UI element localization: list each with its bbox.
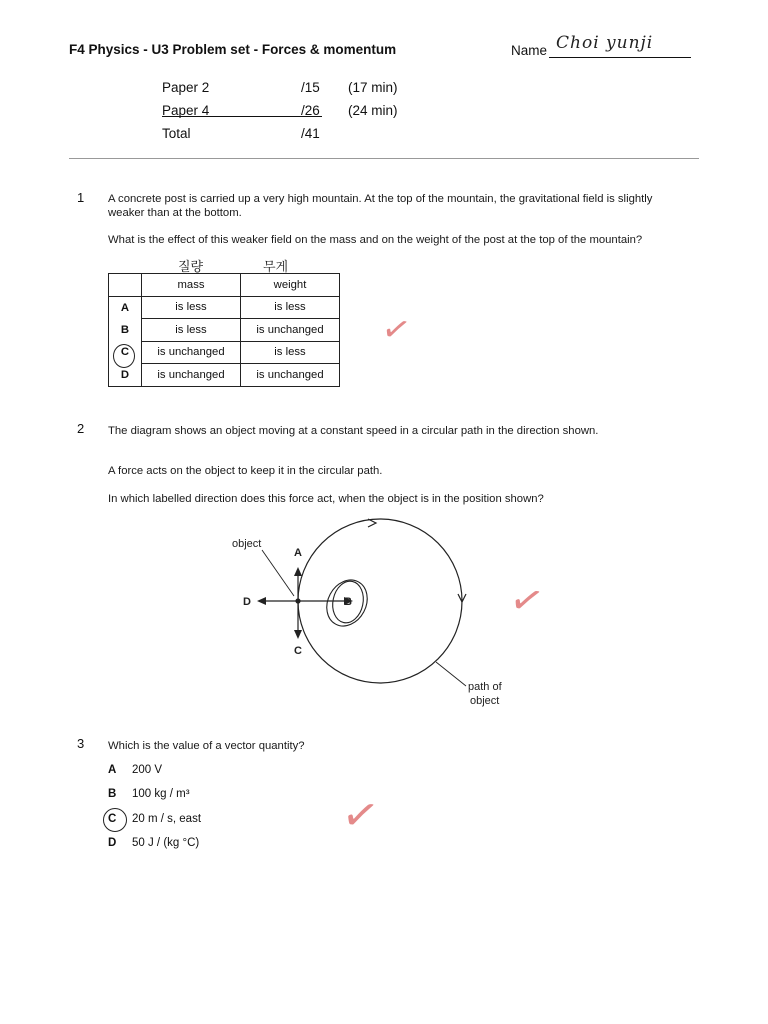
q1-row-letter: B <box>109 319 142 342</box>
q3-option-text: 200 V <box>132 764 163 776</box>
q1-header-weight: weight <box>241 274 340 297</box>
q3-number: 3 <box>77 736 85 751</box>
q1-row-a <box>109 296 340 319</box>
q3-option-text: 20 m / s, east <box>132 813 202 825</box>
q1-row-mass: is unchanged <box>142 341 241 364</box>
score-label-total: Total <box>162 126 191 141</box>
label-a: A <box>294 547 302 559</box>
q3-option-letter: C <box>108 813 117 825</box>
path-direction-arrow-icon <box>368 519 376 527</box>
q1-row-letter: D <box>109 364 142 387</box>
q3-option-text: 50 J / (kg °C) <box>132 837 200 849</box>
q3-check-mark-icon: ✓ <box>337 787 384 844</box>
q1-text-1: A concrete post is carried up a very high mountain. At the top of the mountain, the gravitational field is slightly weaker than at the bottom. <box>108 193 653 219</box>
q2-number: 2 <box>77 421 85 436</box>
q1-header-mass: mass <box>142 274 241 297</box>
score-label-paper2: Paper 2 <box>162 80 210 95</box>
q3-answer-circle <box>103 808 127 832</box>
q2-text-3: In which labelled direction does this force act, when the object is in the position shown? <box>108 493 544 505</box>
q1-row-c <box>109 341 340 364</box>
q1-row-weight: is less <box>241 341 340 364</box>
name-label: Name <box>511 43 548 58</box>
q1-text-2: What is the effect of this weaker field on the mass and on the weight of the post at the top of the mountain? <box>108 234 643 246</box>
q1-row-weight: is unchanged <box>241 319 340 342</box>
label-c: C <box>294 645 302 657</box>
q1-row-b <box>109 319 340 342</box>
score-label-paper4: Paper 4 <box>162 103 210 118</box>
score-time-paper2: (17 min) <box>348 80 398 95</box>
q1-handwriting-mass: 질량 <box>178 260 204 275</box>
path-label-line1: path of <box>468 681 502 693</box>
score-value-paper2: /15 <box>301 80 320 95</box>
score-value-paper4: /26 <box>301 103 320 118</box>
object-label: object <box>232 538 262 550</box>
q1-row-mass: is less <box>142 296 241 319</box>
object-pointer-line <box>262 550 294 596</box>
q1-row-mass: is less <box>142 319 241 342</box>
q1-answer-circle <box>113 344 135 368</box>
q1-row-letter: A <box>109 296 142 319</box>
q1-table-header-row <box>109 274 340 297</box>
q1-row-weight: is unchanged <box>241 364 340 387</box>
q1-row-weight: is less <box>241 296 340 319</box>
score-divider <box>162 116 322 117</box>
name-underline <box>549 57 691 58</box>
q2-circular-motion-diagram <box>220 510 530 720</box>
arrow-up-icon <box>294 567 302 576</box>
path-pointer-line <box>436 662 466 686</box>
page-title: F4 Physics - U3 Problem set - Forces & momentum <box>69 42 397 57</box>
label-b: B <box>344 596 352 608</box>
q2-check-mark-icon: ✓ <box>504 574 549 628</box>
q1-table-corner <box>109 274 142 297</box>
q1-answer-table <box>108 273 340 387</box>
q1-number: 1 <box>77 190 85 205</box>
q2-text-1: The diagram shows an object moving at a constant speed in a circular path in the direction shown. <box>108 425 599 437</box>
q1-row-d <box>109 364 340 387</box>
path-label-line2: object <box>470 695 500 707</box>
q2-text-2: A force acts on the object to keep it in the circular path. <box>108 465 383 477</box>
score-value-total: /41 <box>301 126 320 141</box>
q3-option-text: 100 kg / m³ <box>132 788 190 800</box>
q1-row-letter: C <box>109 341 142 364</box>
arrow-left-icon <box>257 597 266 605</box>
q1-row-mass: is unchanged <box>142 364 241 387</box>
label-d: D <box>243 596 251 608</box>
q3-option-letter: B <box>108 788 117 800</box>
q1-check-mark-icon: ✓ <box>378 307 415 353</box>
q3-text: Which is the value of a vector quantity? <box>108 740 305 752</box>
q3-option-letter: D <box>108 837 117 849</box>
object-dot <box>295 598 300 603</box>
student-name: Choi yunji <box>556 33 654 53</box>
header-divider <box>69 158 699 159</box>
arrow-down-icon <box>294 630 302 639</box>
q1-handwriting-weight: 무게 <box>263 260 289 275</box>
q3-option-letter: A <box>108 764 117 776</box>
score-time-paper4: (24 min) <box>348 103 398 118</box>
